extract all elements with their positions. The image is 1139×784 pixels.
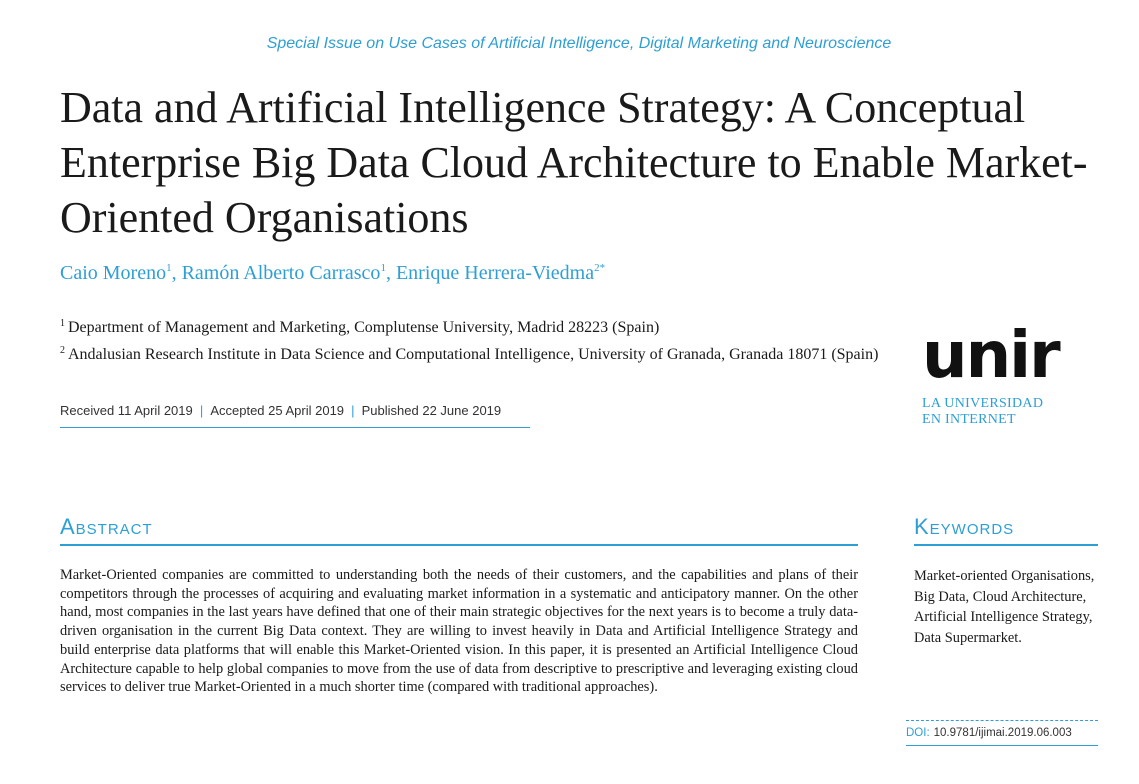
affiliation-text: Department of Management and Marketing, Complutense University, Madrid 28223 (Spain) (68, 319, 660, 336)
author-list (60, 262, 605, 285)
logo-wordmark: unir (922, 319, 1059, 393)
author-affil-mark: 1 (380, 262, 386, 274)
author-name[interactable]: Enrique Herrera-Viedma (395, 262, 595, 284)
affiliation-number: 1 (60, 318, 65, 329)
date-separator: | (351, 403, 355, 418)
keywords-heading: Keywords (914, 514, 1098, 546)
affiliation-item (60, 339, 900, 366)
affiliation-item (60, 312, 900, 339)
abstract-text: Market-Oriented companies are committed to understanding both the needs of their customers, and the capabilities and plans of their competitors through the processes of acquiring and evaluating market information in a systematic and anticipatory manner. On the other hand, most companies in the last years have defined that one of their main strategic objectives for the next years is to become a truly data-driven organisation in the current Big Data context. They are willing to invest heavily in Data and Artificial Intelligence Strategy and build enterprise data platforms that will enable this Market-Oriented vision. In this paper, it is presented an Artificial Intelligence Cloud Architecture capable to help global companies to move from the use of data from descriptive to prescriptive and leveraging existing cloud services to deliver true Market-Oriented in a much shorter time (compared with traditional approaches). (60, 567, 858, 696)
keywords-text: Market-oriented Organisations, Big Data, Cloud Architecture, Artificial Intelligence Strategy, Data Supermarket. (914, 568, 1095, 646)
doi-link[interactable]: 10.9781/ijimai.2019.06.003 (933, 727, 1072, 739)
doi-label: DOI: (906, 727, 930, 739)
abstract-heading: Abstract (60, 514, 858, 546)
author-name[interactable]: Caio Moreno (60, 262, 167, 284)
affiliations (60, 312, 900, 366)
author-separator: , (385, 262, 396, 284)
received-date: Received 11 April 2019 (60, 403, 193, 418)
date-separator: | (199, 403, 204, 418)
affiliation-number: 2 (60, 345, 65, 356)
author-affil-mark: 1 (166, 262, 172, 274)
special-issue-banner: Special Issue on Use Cases of Artificial Intelligence, Digital Marketing and Neuroscience (266, 35, 892, 52)
author-affil-mark: 2* (594, 262, 606, 274)
publication-dates (60, 400, 530, 428)
accepted-date: Accepted 25 April 2019 (210, 403, 345, 418)
doi-box (906, 720, 1098, 746)
unir-logo[interactable] (922, 319, 1122, 428)
logo-tagline-line1: LA UNIVERSIDAD (922, 396, 1044, 411)
author-separator: , (171, 262, 182, 284)
logo-tagline-line2: EN INTERNET (922, 412, 1016, 427)
paper-title: Data and Artificial Intelligence Strategy: A Conceptual Enterprise Big Data Cloud Architecture to Enable Market-Oriented Organisations (60, 83, 1088, 242)
author-name[interactable]: Ramón Alberto Carrasco (181, 262, 381, 284)
published-date: Published 22 June 2019 (361, 403, 502, 418)
affiliation-text: Andalusian Research Institute in Data Science and Computational Intelligence, University of Granada, Granada 18071 (Spain) (68, 346, 879, 363)
